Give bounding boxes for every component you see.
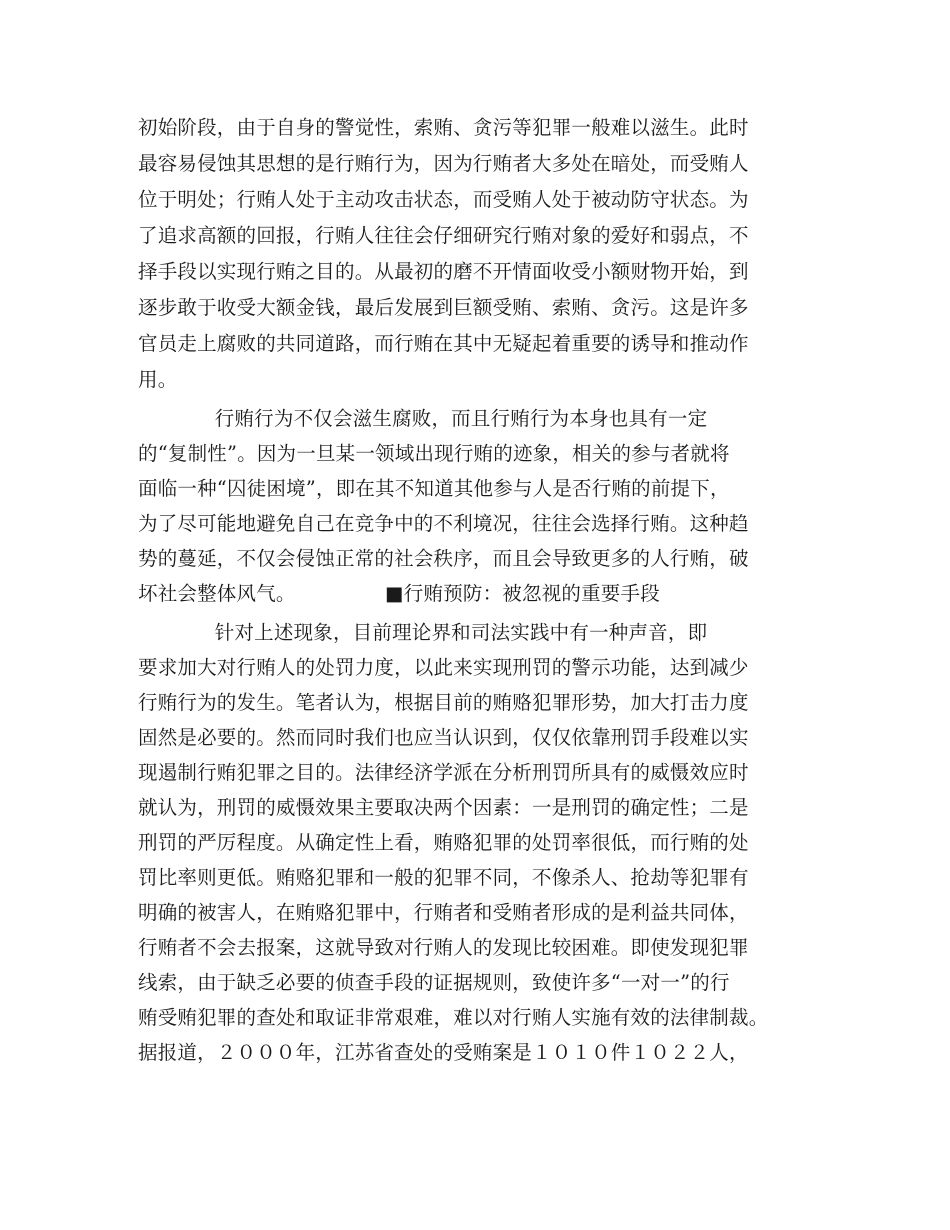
text-line: 罚比率则更低。贿赂犯罪和一般的犯罪不同，不像杀人、抢劫等犯罪有 bbox=[138, 866, 749, 889]
text-line: 官员走上腐败的共同道路，而行贿在其中无疑起着重要的诱导和推动作 bbox=[138, 332, 749, 355]
text-line: 为了尽可能地避免自己在竞争中的不利境况，往往会选择行贿。这种趋 bbox=[138, 512, 749, 535]
text-line: 据报道，２０００年，江苏省查处的受贿案是１０１０件１０２２人， bbox=[138, 1041, 749, 1064]
text-line: 用。 bbox=[138, 368, 178, 391]
text-line: 贿受贿犯罪的查处和取证非常艰难，难以对行贿人实施有效的法律制裁。 bbox=[138, 1006, 769, 1029]
text-line: 的“复制性”。因为一旦某一领域出现行贿的迹象，相关的参与者就将 bbox=[138, 442, 730, 465]
text-line: 最容易侵蚀其思想的是行贿行为，因为行贿者大多处在暗处，而受贿人 bbox=[138, 152, 749, 175]
text-line: 行贿行为不仅会滋生腐败，而且行贿行为本身也具有一定 bbox=[138, 407, 708, 430]
text-line: 择手段以实现行贿之目的。从最初的磨不开情面收受小额财物开始，到 bbox=[138, 260, 749, 283]
text-line: 行贿行为的发生。笔者认为，根据目前的贿赂犯罪形势，加大打击力度 bbox=[138, 691, 749, 714]
text-line: 现遏制行贿犯罪之目的。法律经济学派在分析刑罚所具有的威慑效应时 bbox=[138, 761, 749, 784]
text-line: 了追求高额的回报，行贿人往往会仔细研究行贿对象的爱好和弱点，不 bbox=[138, 224, 749, 247]
text-line: 要求加大对行贿人的处罚力度，以此来实现刑罚的警示功能，达到减少 bbox=[138, 656, 749, 679]
text-line: 初始阶段，由于自身的警觉性，索贿、贪污等犯罪一般难以滋生。此时 bbox=[138, 116, 749, 139]
text-line: 就认为，刑罚的威慑效果主要取决两个因素：一是刑罚的确定性；二是 bbox=[138, 796, 749, 819]
text-line: 势的蔓延，不仅会侵蚀正常的社会秩序，而且会导致更多的人行贿，破 bbox=[138, 547, 749, 570]
text-line: 针对上述现象，目前理论界和司法实践中有一种声音，即 bbox=[138, 621, 708, 644]
section-heading-line: 坏社会整体风气。 ■行贿预防：被忽视的重要手段 bbox=[138, 582, 660, 605]
text-line: 明确的被害人，在贿赂犯罪中，行贿者和受贿者形成的是利益共同体， bbox=[138, 901, 749, 924]
text-line: 面临一种“囚徒困境”，即在其不知道其他参与人是否行贿的前提下， bbox=[138, 477, 730, 500]
text-line: 线索，由于缺乏必要的侦查手段的证据规则，致使许多“一对一”的行 bbox=[138, 971, 730, 994]
text-line: 刑罚的严厉程度。从确定性上看，贿赂犯罪的处罚率很低，而行贿的处 bbox=[138, 831, 749, 854]
text-line: 固然是必要的。然而同时我们也应当认识到，仅仅依靠刑罚手段难以实 bbox=[138, 726, 749, 749]
text-line: 逐步敢于收受大额金钱，最后发展到巨额受贿、索贿、贪污。这是许多 bbox=[138, 296, 749, 319]
text-line: 行贿者不会去报案，这就导致对行贿人的发现比较困难。即使发现犯罪 bbox=[138, 936, 749, 959]
text-line: 位于明处；行贿人处于主动攻击状态，而受贿人处于被动防守状态。为 bbox=[138, 188, 749, 211]
